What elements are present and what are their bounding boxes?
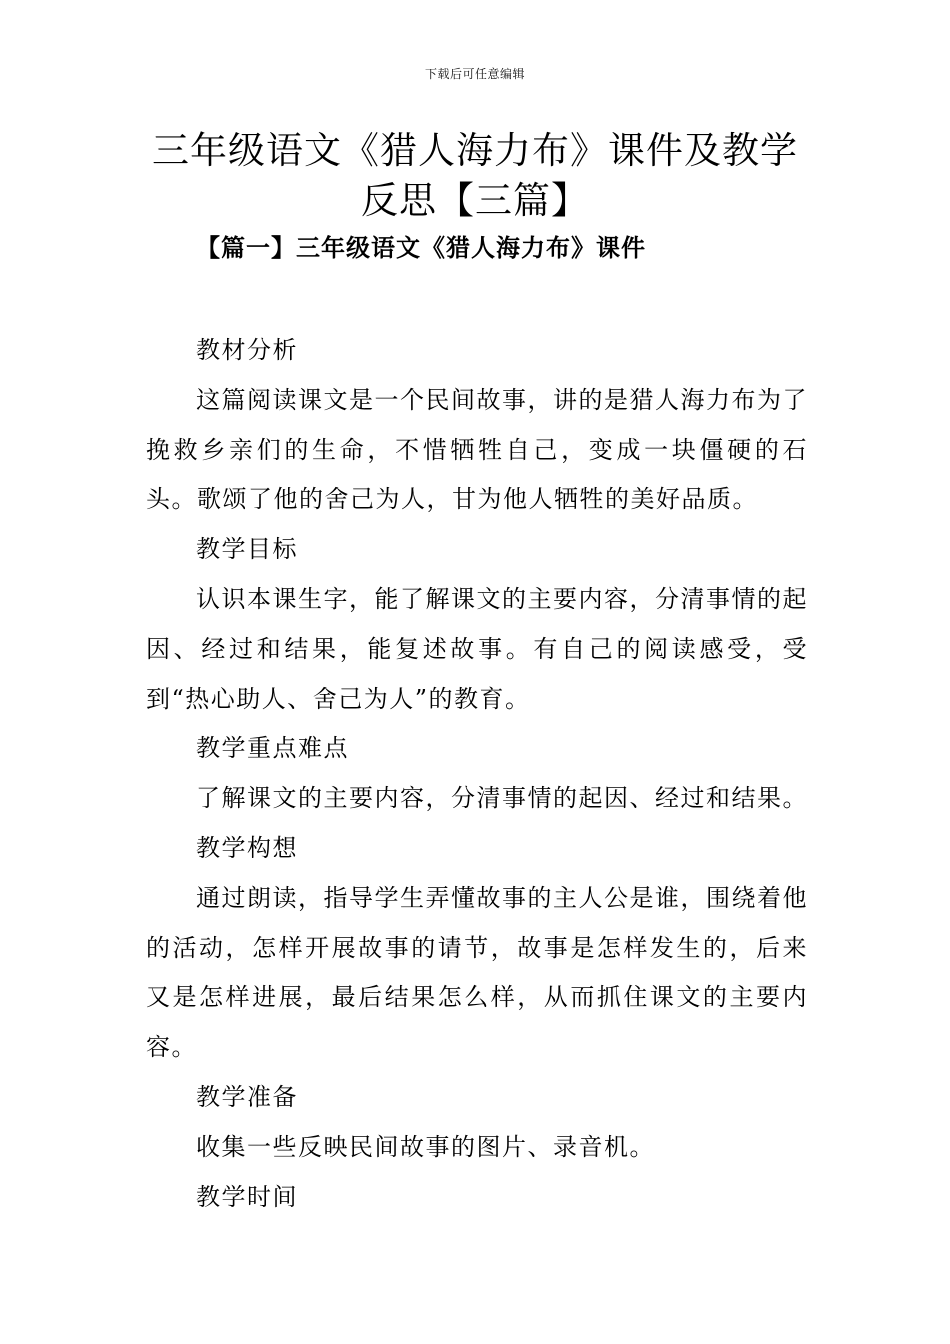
heading-key-difficulties: 教学重点难点 <box>196 734 349 763</box>
header-note: 下载后可任意编辑 <box>424 67 525 81</box>
paragraph-teaching-concept: 通过朗读，指导学生弄懂故事的主人公是谁，围绕着他的活动，怎样开展故事的请节，故事是怎样发生的，后来又是怎样进展，最后结果怎么样，从而抓住课文的主要内容。 <box>146 883 808 1062</box>
document-title: 三年级语文《猎人海力布》课件及教学反思【三篇】 <box>152 129 798 222</box>
heading-teaching-time: 教学时间 <box>196 1182 298 1211</box>
paragraph-teaching-goals: 认识本课生字，能了解课文的主要内容，分清事情的起因、经过和结果，能复述故事。有自己的阅读感受，受到“热心助人、舍己为人”的教育。 <box>146 584 808 713</box>
heading-teaching-goals: 教学目标 <box>196 535 298 564</box>
section-title: 【篇一】三年级语文《猎人海力布》课件 <box>196 233 646 262</box>
heading-teaching-preparation: 教学准备 <box>196 1082 298 1111</box>
paragraph-key-difficulties: 了解课文的主要内容，分清事情的起因、经过和结果。 <box>196 784 808 813</box>
paragraph-teaching-preparation: 收集一些反映民间故事的图片、录音机。 <box>196 1132 655 1161</box>
paragraph-material-analysis: 这篇阅读课文是一个民间故事，讲的是猎人海力布为了挽救乡亲们的生命，不惜牺牲自己，变成一块僵硬的石头。歌颂了他的舍己为人，甘为他人牺牲的美好品质。 <box>146 385 808 514</box>
document-body <box>146 326 808 1222</box>
heading-material-analysis: 教材分析 <box>196 336 298 364</box>
heading-teaching-concept: 教学构想 <box>196 833 298 862</box>
